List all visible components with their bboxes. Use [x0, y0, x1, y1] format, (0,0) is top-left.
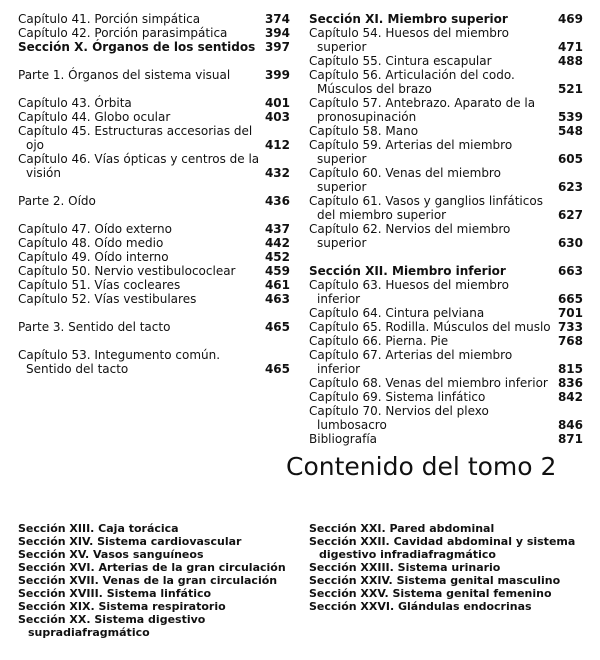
toc-entry-title: Capítulo 58. Mano — [309, 124, 419, 138]
toc-entry-page: 397 — [264, 40, 290, 54]
toc-entry — [18, 194, 290, 208]
toc-entry — [309, 96, 583, 124]
toc-entry-title: Capítulo 56. Articulación del codo. Músculos del brazo — [309, 68, 515, 96]
toc-entry-title: Capítulo 57. Antebrazo. Aparato de la pronosupinación — [309, 96, 536, 124]
toc-entry-title: Capítulo 69. Sistema linfático — [309, 390, 486, 404]
tomo2-section-item: Sección XIII. Caja torácica — [18, 522, 179, 535]
toc-entry — [309, 54, 583, 68]
toc-entry — [309, 124, 583, 138]
toc-entry-title: Capítulo 66. Pierna. Pie — [309, 334, 449, 348]
toc-entry-title: Capítulo 44. Globo ocular — [18, 110, 171, 124]
toc-entry-page: 623 — [557, 180, 583, 194]
tomo2-section-item: Sección XIX. Sistema respiratorio — [18, 600, 226, 613]
toc-entry-page: 459 — [264, 264, 290, 278]
toc-entry — [309, 222, 583, 250]
toc-entry — [18, 222, 290, 236]
toc-entry-page: 394 — [264, 26, 290, 40]
toc-entry-title: Capítulo 63. Huesos del miembro inferior — [309, 278, 509, 306]
toc-section-entry — [309, 12, 583, 26]
tomo2-section-item: Sección XXI. Pared abdominal — [309, 522, 495, 535]
toc-entry — [18, 236, 290, 250]
toc-entry-title: Bibliografía — [309, 432, 378, 446]
spacer — [18, 82, 290, 96]
spacer — [18, 334, 290, 348]
toc-entry-title: Capítulo 62. Nervios del miembro superior — [309, 222, 511, 250]
tomo2-section-item: Sección XVI. Arterias de la gran circulación — [18, 561, 286, 574]
toc-entry-page: 465 — [264, 320, 290, 334]
toc-entry — [18, 96, 290, 110]
toc-entry-title: Capítulo 59. Arterias del miembro superior — [309, 138, 513, 166]
toc-entry — [309, 334, 583, 348]
toc-entry-page: 701 — [557, 306, 583, 320]
toc-entry-title: Capítulo 52. Vías vestibulares — [18, 292, 197, 306]
spacer — [18, 306, 290, 320]
toc-entry — [309, 278, 583, 306]
toc-entry-title: Sección X. Órganos de los sentidos — [18, 40, 256, 54]
toc-entry-title: Capítulo 61. Vasos y ganglios linfáticos del miembro superior — [309, 194, 543, 222]
tomo2-section-item: Sección XXV. Sistema genital femenino — [309, 587, 552, 600]
toc-entry — [309, 348, 583, 376]
toc-entry — [18, 110, 290, 124]
toc-entry-title: Capítulo 43. Órbita — [18, 96, 132, 110]
spacer — [18, 54, 290, 68]
toc-entry — [309, 320, 583, 334]
toc-entry-page: 401 — [264, 96, 290, 110]
toc-entry-title: Sección XI. Miembro superior — [309, 12, 508, 26]
toc-entry-title: Sección XII. Miembro inferior — [309, 264, 506, 278]
toc-entry-page: 842 — [557, 390, 583, 404]
tomo2-section-item: Sección XVIII. Sistema linfático — [18, 587, 212, 600]
toc-entry-page: 469 — [557, 12, 583, 26]
tomo2-section-item: Sección XXVI. Glándulas endocrinas — [309, 600, 532, 613]
toc-entry-page: 605 — [557, 152, 583, 166]
toc-entry-title: Capítulo 70. Nervios del plexo lumbosacro — [309, 404, 489, 432]
toc-entry-page: 437 — [264, 222, 290, 236]
toc-entry — [309, 166, 583, 194]
toc-entry-title: Capítulo 54. Huesos del miembro superior — [309, 26, 509, 54]
toc-entry-title: Capítulo 64. Cintura pelviana — [309, 306, 485, 320]
toc-entry-title: Capítulo 45. Estructuras accesorias del ojo — [18, 124, 253, 152]
toc-entry — [309, 306, 583, 320]
toc-entry — [18, 68, 290, 82]
toc-left-column — [18, 12, 290, 376]
toc-entry-title: Parte 2. Oído — [18, 194, 96, 208]
spacer — [18, 180, 290, 194]
toc-entry-title: Capítulo 48. Oído medio — [18, 236, 164, 250]
toc-entry-page: 374 — [264, 12, 290, 26]
toc-entry-page: 815 — [557, 362, 583, 376]
tomo2-section-item: Sección XXIV. Sistema genital masculino — [309, 574, 561, 587]
toc-right-column — [309, 12, 583, 446]
toc-entry-page: 452 — [264, 250, 290, 264]
toc-entry-title: Capítulo 46. Vías ópticas y centros de la visión — [18, 152, 260, 180]
tomo2-heading: Contenido del tomo 2 — [286, 452, 557, 481]
toc-entry-title: Parte 1. Órganos del sistema visual — [18, 68, 231, 82]
spacer — [309, 250, 583, 264]
spacer — [18, 208, 290, 222]
toc-entry-page: 539 — [557, 110, 583, 124]
toc-entry-page: 768 — [557, 334, 583, 348]
toc-entry-page: 871 — [557, 432, 583, 446]
toc-entry-page: 488 — [557, 54, 583, 68]
toc-entry-title: Capítulo 65. Rodilla. Músculos del muslo — [309, 320, 551, 334]
toc-entry — [18, 124, 290, 152]
toc-entry — [309, 376, 583, 390]
toc-entry-page: 436 — [264, 194, 290, 208]
toc-entry-page: 403 — [264, 110, 290, 124]
toc-entry — [18, 348, 290, 376]
tomo2-section-item: Sección XXIII. Sistema urinario — [309, 561, 501, 574]
toc-entry-title: Parte 3. Sentido del tacto — [18, 320, 171, 334]
toc-entry-title: Capítulo 53. Integumento común. Sentido del tacto — [18, 348, 221, 376]
toc-entry-page: 442 — [264, 236, 290, 250]
toc-entry — [309, 404, 583, 432]
toc-entry — [309, 138, 583, 166]
toc-entry-page: 412 — [264, 138, 290, 152]
toc-entry — [18, 250, 290, 264]
toc-entry-page: 521 — [557, 82, 583, 96]
toc-entry-page: 399 — [264, 68, 290, 82]
toc-entry — [309, 432, 583, 446]
toc-entry-page: 627 — [557, 208, 583, 222]
toc-entry-page: 733 — [557, 320, 583, 334]
toc-entry-title: Capítulo 49. Oído interno — [18, 250, 169, 264]
toc-entry-page: 463 — [264, 292, 290, 306]
toc-entry — [309, 68, 583, 96]
toc-entry-title: Capítulo 50. Nervio vestibulococlear — [18, 264, 236, 278]
toc-entry — [18, 152, 290, 180]
toc-entry-page: 548 — [557, 124, 583, 138]
toc-entry-title: Capítulo 47. Oído externo — [18, 222, 172, 236]
tomo2-section-item: Sección XIV. Sistema cardiovascular — [18, 535, 242, 548]
toc-entry — [18, 264, 290, 278]
toc-entry-title: Capítulo 67. Arterias del miembro inferior — [309, 348, 513, 376]
toc-entry — [309, 26, 583, 54]
tomo2-section-item: Sección XVII. Venas de la gran circulación — [18, 574, 278, 587]
toc-entry-page: 836 — [557, 376, 583, 390]
toc-entry-title: Capítulo 60. Venas del miembro superior — [309, 166, 501, 194]
toc-entry-page: 465 — [264, 362, 290, 376]
toc-section-entry — [18, 40, 290, 54]
toc-entry-title: Capítulo 55. Cintura escapular — [309, 54, 492, 68]
toc-entry-page: 471 — [557, 40, 583, 54]
toc-entry — [18, 292, 290, 306]
toc-entry — [18, 26, 290, 40]
tomo2-section-item: Sección XV. Vasos sanguíneos — [18, 548, 204, 561]
toc-entry-page: 630 — [557, 236, 583, 250]
toc-entry-page: 665 — [557, 292, 583, 306]
toc-entry — [309, 194, 583, 222]
toc-entry-title: Capítulo 68. Venas del miembro inferior — [309, 376, 548, 390]
tomo2-right-list — [309, 522, 584, 613]
toc-entry-page: 663 — [557, 264, 583, 278]
toc-entry-title: Capítulo 51. Vías cocleares — [18, 278, 181, 292]
toc-entry-page: 432 — [264, 166, 290, 180]
toc-section-entry — [309, 264, 583, 278]
toc-entry-page: 846 — [557, 418, 583, 432]
toc-entry — [18, 320, 290, 334]
toc-entry-page: 461 — [264, 278, 290, 292]
tomo2-section-item: Sección XX. Sistema digestivo supradiafragmático — [18, 613, 206, 639]
toc-entry-title: Capítulo 42. Porción parasimpática — [18, 26, 228, 40]
tomo2-section-item: Sección XXII. Cavidad abdominal y sistema digestivo infradiafragmático — [309, 535, 576, 561]
toc-entry — [309, 390, 583, 404]
tomo2-left-list — [18, 522, 288, 639]
toc-entry-title: Capítulo 41. Porción simpática — [18, 12, 201, 26]
toc-entry — [18, 278, 290, 292]
toc-entry — [18, 12, 290, 26]
